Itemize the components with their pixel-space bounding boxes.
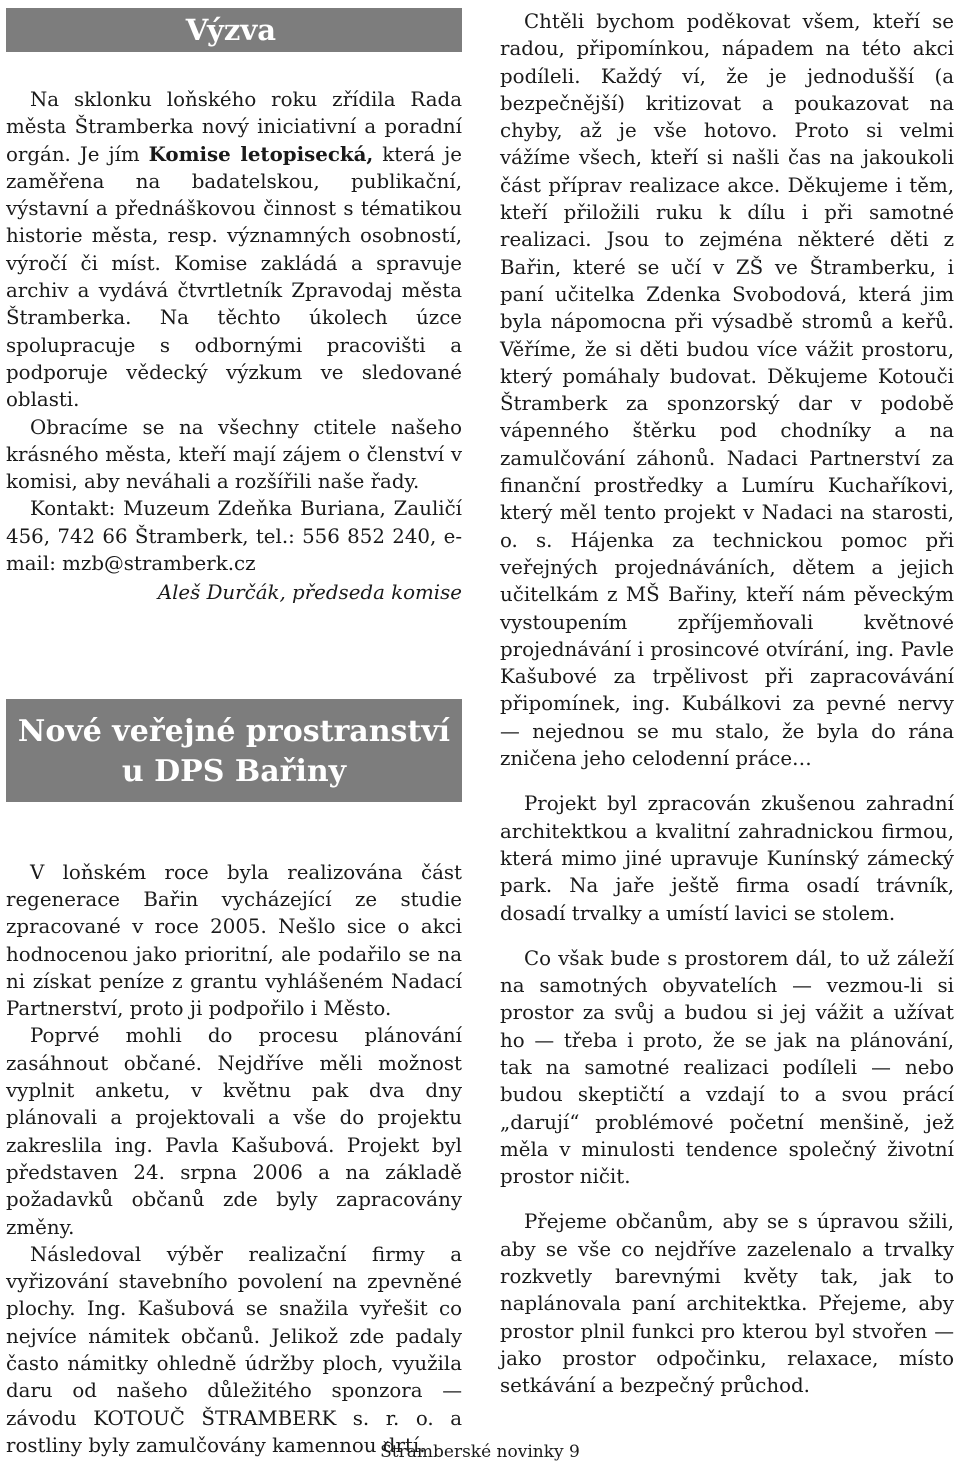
nove-article-continued	[500, 8, 954, 1400]
vyzva-paragraph-2: Obracíme se na všechny ctitele našeho krásného města, kteří mají zájem o členství v komisi, aby neváhali a rozšířili naše řady.	[6, 415, 462, 494]
vyzva-contact: Kontakt: Muzeum Zdeňka Buriana, Zauličí 456, 742 66 Štramberk, tel.: 556 852 240, e-mail: mzb@stramberk.cz	[6, 497, 462, 576]
page-footer: Štramberské novinky 9	[380, 1442, 580, 1462]
vyzva-signature: Aleš Durčák, předseda komise	[157, 581, 462, 605]
heading-nove-line-2: u DPS Bařiny	[121, 753, 347, 789]
right-column	[500, 0, 954, 1400]
nove-article	[6, 859, 462, 1460]
vyzva-p1-text-before: Na sklonku loňského roku zřídila Rada města Štramberka nový iniciativní a poradní orgán. Je jím	[6, 88, 462, 166]
right-paragraph-4: Přejeme občanům, aby se s úpravou sžili, aby se vše co nejdříve zazelenalo a trvalky rozkvetly barevnými květy tak, jak to naplánovala paní architektka. Přejeme, aby prostor plnil funkci pro kterou byl stvořen — jako prostor odpočinku, relaxace, místo setkávání a bezpečný průchod.	[500, 1210, 954, 1398]
right-paragraph-1: Chtěli bychom poděkovat všem, kteří se radou, připomínkou, nápadem na této akci podíleli. Každý ví, že je jednodušší (a bezpečnější) kritizovat a poukazovat na chyby, až je vše hotovo. Proto si velmi vážíme všech, kteří si našli čas na jakoukoli část příprav realizace akce. Děkujeme i těm, kteří přiložili ruku k dílu i při samotné realizaci. Jsou to zejména některé děti z Bařin, které se učí v ZŠ ve Štramberku, i paní učitelka Zdenka Svobodová, která jim byla nápomocna při výsadbě stromů a keřů. Věříme, že si děti budou více vážit prostoru, který pomáhaly budovat. Děkujeme Kotouči Štramberk za sponzorský dar v podobě vápenného štěrku pod chodníky a na zamulčování záhonů. Nadaci Partnerství za finanční prostředky a Lumíru Kuchaříkovi, který měl tento projekt v Nadaci na starosti, o. s. Hájenka za technickou pomoc při veřejných projednáváních, dětem a jejich učitelkám z MŠ Bařiny, kteří nám pěveckým vystoupením zpříjemňovali květnové projednávání i prosincové otvírání, ing. Pavle Kašubové za trpělivost při zapracovávání připomínek, ing. Kubálkovi za pevné nervy — nejednou se mu stalo, že byla do rána zničena jeho celodenní práce…	[500, 10, 954, 771]
vyzva-p1-text-after: která je zaměřena na badatelskou, publikační, výstavní a přednáškovou činnost s tématikou historie města, resp. významných osobností, výročí či míst. Komise zakládá a spravuje archiv a vydává čtvrtletník Zpravodaj města Štramberka. Na těchto úkolech úzce spolupracuje s odbornými pracovišti a podporuje vědecký výzkum ve sledované oblasti.	[6, 142, 462, 412]
right-paragraph-3: Co však bude s prostorem dál, to už záleží na samotných obyvatelích — vezmou-li si prostor za svůj a budou si jej vážit a užívat ho — třeba i proto, že se jak na plánování, tak na samotné realizaci podíleli — nebo budou skeptičtí a vzdají to a svou prácí „darují“ problémové početní menšině, jež měla v minulosti tendence společný životní prostor ničit.	[500, 946, 954, 1189]
nove-paragraph-2: Poprvé mohli do procesu plánování zasáhnout občané. Nejdříve měli možnost vyplnit anketu, v květnu pak dva dny plánovali a projektovali a vše do projektu zakreslila ing. Pavla Kašubová. Projekt byl představen 24. srpna 2006 a na základě požadavků občanů zde byly zapracovány změny.	[6, 1024, 462, 1239]
left-column	[6, 0, 462, 1459]
nove-paragraph-3: Následoval výběr realizační firmy a vyřizování stavebního povolení na zpevněné plochy. Ing. Kašubová se snažila vyřešit co nejvíce námitek občanů. Jelikož zde padaly často námitky ohledně údržby ploch, využila daru od našeho důležitého sponzora — závodu KOTOUČ ŠTRAMBERK s. r. o. a rostliny byly zamulčovány kamennou drtí.	[6, 1242, 462, 1457]
vyzva-paragraph-1	[6, 86, 462, 414]
komise-letopisecka-bold: Komise letopisecká,	[148, 141, 374, 166]
nove-paragraph-1: V loňském roce byla realizována část regenerace Bařin vycházející ze studie zpracované v roce 2005. Nešlo sice o akci hodnocenou jako prioritní, ale podařilo se na ni získat peníze z grantu vyhlášeném Nadací Partnerství, proto ji podpořilo i Město.	[6, 860, 462, 1021]
heading-nove-line-1: Nové veřejné prostranství	[17, 713, 451, 749]
vyzva-article	[6, 86, 462, 607]
right-paragraph-2: Projekt byl zpracován zkušenou zahradní architektkou a kvalitní zahradnickou firmou, která mimo jiné upravuje Kunínský zámecký park. Na jaře ještě firma osadí trávník, dosadí trvalky a umístí lavici se stolem.	[500, 792, 954, 925]
heading-vyzva: Výzva	[6, 8, 462, 52]
heading-nove-prostranstvi	[6, 699, 462, 802]
